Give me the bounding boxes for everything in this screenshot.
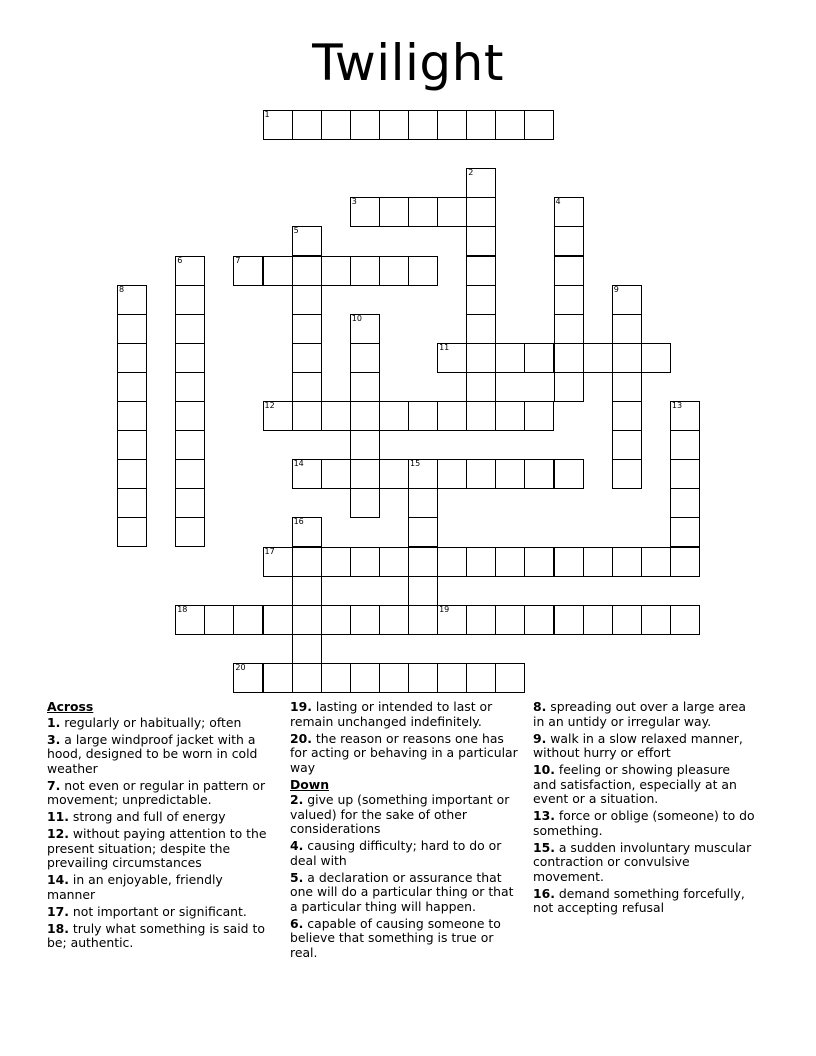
grid-cell[interactable] bbox=[408, 401, 438, 431]
clue-number: 10 bbox=[351, 313, 362, 323]
clue-text: walk in a slow relaxed manner, without hurry or effort bbox=[533, 730, 743, 760]
grid-cell[interactable] bbox=[379, 605, 409, 635]
grid-cell[interactable] bbox=[437, 110, 467, 140]
clue bbox=[290, 793, 520, 837]
clue-label: 8. bbox=[533, 699, 547, 714]
clue-label: 9. bbox=[533, 730, 547, 746]
grid-cell[interactable] bbox=[466, 285, 496, 315]
grid-cell[interactable] bbox=[350, 197, 380, 227]
grid-cell[interactable] bbox=[437, 459, 467, 489]
grid-cell[interactable] bbox=[583, 547, 613, 577]
grid-cell[interactable] bbox=[350, 314, 380, 344]
grid-cell[interactable] bbox=[495, 401, 525, 431]
clue-label: 11. bbox=[47, 809, 69, 824]
grid-cell[interactable] bbox=[495, 343, 525, 373]
grid-cell[interactable] bbox=[292, 256, 322, 286]
clue bbox=[47, 733, 273, 777]
clue-number: 18 bbox=[177, 604, 188, 614]
grid-cell[interactable] bbox=[117, 488, 147, 518]
clue-label: 19. bbox=[290, 699, 312, 714]
grid-cell[interactable] bbox=[263, 547, 293, 577]
grid-cell[interactable] bbox=[175, 343, 205, 373]
grid-cell[interactable] bbox=[408, 605, 438, 635]
clue-label: 14. bbox=[47, 872, 69, 887]
grid-cell[interactable] bbox=[466, 372, 496, 402]
clue-text: the reason or reasons one has for acting or behaving in a particular way bbox=[290, 730, 518, 775]
grid-cell[interactable] bbox=[466, 110, 496, 140]
grid-cell[interactable] bbox=[175, 314, 205, 344]
grid-cell[interactable] bbox=[350, 605, 380, 635]
clue-number: 9 bbox=[613, 284, 619, 294]
grid-cell[interactable] bbox=[495, 663, 525, 693]
clue bbox=[47, 905, 273, 920]
grid-cell[interactable] bbox=[379, 547, 409, 577]
clue-label: 5. bbox=[290, 869, 304, 885]
clue-text: not important or significant. bbox=[68, 903, 247, 919]
clue-column-3 bbox=[533, 700, 755, 918]
grid-cell[interactable] bbox=[292, 459, 322, 489]
grid-cell[interactable] bbox=[524, 459, 554, 489]
grid-cell[interactable] bbox=[292, 605, 322, 635]
grid-cell[interactable] bbox=[554, 256, 584, 286]
grid-cell[interactable] bbox=[437, 401, 467, 431]
grid-cell[interactable] bbox=[670, 401, 700, 431]
grid-cell[interactable] bbox=[524, 110, 554, 140]
grid-cell[interactable] bbox=[554, 226, 584, 256]
grid-cell[interactable] bbox=[670, 605, 700, 635]
grid-cell[interactable] bbox=[495, 110, 525, 140]
grid-cell[interactable] bbox=[292, 517, 322, 547]
grid-cell[interactable] bbox=[350, 256, 380, 286]
grid-cell[interactable] bbox=[612, 459, 642, 489]
clue-label: 3. bbox=[47, 731, 61, 747]
clue-text: lasting or intended to last or remain unchanged indefinitely. bbox=[290, 699, 493, 729]
clue bbox=[533, 841, 755, 885]
grid-cell[interactable] bbox=[175, 285, 205, 315]
grid-cell[interactable] bbox=[612, 547, 642, 577]
grid-cell[interactable] bbox=[321, 401, 351, 431]
grid-cell[interactable] bbox=[612, 605, 642, 635]
clue-text: feeling or showing pleasure and satisfaction, especially at an event or a situation. bbox=[533, 762, 737, 806]
grid-cell[interactable] bbox=[321, 547, 351, 577]
grid-cell[interactable] bbox=[263, 605, 293, 635]
clue-number: 17 bbox=[264, 546, 275, 556]
grid-cell[interactable] bbox=[321, 110, 351, 140]
clue-column-2 bbox=[290, 700, 520, 963]
clue-text: a sudden involuntary muscular contraction or convulsive movement. bbox=[533, 839, 752, 884]
clue-text: spreading out over a large area in an untidy or irregular way. bbox=[533, 699, 746, 729]
grid-cell[interactable] bbox=[554, 547, 584, 577]
grid-cell[interactable] bbox=[466, 226, 496, 256]
grid-cell[interactable] bbox=[117, 459, 147, 489]
grid-cell[interactable] bbox=[292, 663, 322, 693]
clue-text: truly what something is said to be; authentic. bbox=[47, 920, 265, 950]
clue-text: not even or regular in pattern or movement; unpredictable. bbox=[47, 777, 266, 807]
grid-cell[interactable] bbox=[554, 372, 584, 402]
clue bbox=[290, 700, 520, 729]
clue-number: 1 bbox=[264, 110, 270, 119]
clue-label: 20. bbox=[290, 730, 312, 746]
clue-label: 2. bbox=[290, 792, 304, 807]
grid-cell[interactable] bbox=[437, 197, 467, 227]
grid-cell[interactable] bbox=[292, 372, 322, 402]
grid-cell[interactable] bbox=[466, 168, 496, 198]
grid-cell[interactable] bbox=[350, 110, 380, 140]
grid-cell[interactable] bbox=[466, 314, 496, 344]
grid-cell[interactable] bbox=[583, 343, 613, 373]
grid-cell[interactable] bbox=[495, 605, 525, 635]
grid-cell[interactable] bbox=[263, 256, 293, 286]
grid-cell[interactable] bbox=[466, 547, 496, 577]
grid-cell[interactable] bbox=[350, 663, 380, 693]
clue-label: 13. bbox=[533, 808, 555, 823]
grid-cell[interactable] bbox=[117, 285, 147, 315]
grid-cell[interactable] bbox=[670, 430, 700, 460]
grid-cell[interactable] bbox=[379, 663, 409, 693]
clue-number: 19 bbox=[439, 604, 450, 614]
clue-text: causing difficulty; hard to do or deal with bbox=[290, 838, 502, 868]
grid-cell[interactable] bbox=[321, 605, 351, 635]
clue-text: demand something forcefully, not accepting refusal bbox=[533, 885, 745, 915]
grid-cell[interactable] bbox=[554, 343, 584, 373]
grid-cell[interactable] bbox=[408, 663, 438, 693]
grid-cell[interactable] bbox=[612, 285, 642, 315]
clue bbox=[533, 763, 755, 807]
grid-cell[interactable] bbox=[408, 547, 438, 577]
clue bbox=[290, 917, 520, 961]
clue-number: 14 bbox=[293, 459, 304, 469]
grid-cell[interactable] bbox=[350, 488, 380, 518]
clue-number: 12 bbox=[264, 401, 275, 410]
clue-label: 1. bbox=[47, 714, 61, 730]
grid-cell[interactable] bbox=[233, 663, 263, 693]
grid-cell[interactable] bbox=[408, 197, 438, 227]
grid-cell[interactable] bbox=[292, 314, 322, 344]
clue-label: 16. bbox=[533, 885, 555, 901]
grid-cell[interactable] bbox=[350, 401, 380, 431]
grid-cell[interactable] bbox=[379, 197, 409, 227]
clue bbox=[290, 871, 520, 915]
clue-column-1 bbox=[47, 700, 273, 953]
clue-label: 6. bbox=[290, 915, 304, 931]
grid-cell[interactable] bbox=[233, 605, 263, 635]
grid-cell[interactable] bbox=[554, 285, 584, 315]
grid-cell[interactable] bbox=[612, 401, 642, 431]
grid-cell[interactable] bbox=[466, 343, 496, 373]
clue-text: strong and full of energy bbox=[68, 809, 226, 824]
clue-text: give up (something important or valued) for the sake of other considerations bbox=[290, 792, 510, 836]
grid-cell[interactable] bbox=[292, 285, 322, 315]
grid-cell[interactable] bbox=[292, 110, 322, 140]
clue-text: a declaration or assurance that one will do a particular thing or that a particular thing will happen. bbox=[290, 869, 514, 914]
grid-cell[interactable] bbox=[466, 605, 496, 635]
clue bbox=[47, 827, 273, 871]
clue-label: 18. bbox=[47, 920, 69, 936]
clue-label: 7. bbox=[47, 777, 61, 793]
grid-cell[interactable] bbox=[204, 605, 234, 635]
grid-cell[interactable] bbox=[117, 517, 147, 547]
grid-cell[interactable] bbox=[408, 110, 438, 140]
clue-text: in an enjoyable, friendly manner bbox=[47, 872, 223, 902]
grid-cell[interactable] bbox=[292, 343, 322, 373]
grid-cell[interactable] bbox=[466, 663, 496, 693]
grid-cell[interactable] bbox=[175, 488, 205, 518]
grid-cell[interactable] bbox=[175, 430, 205, 460]
grid-cell[interactable] bbox=[408, 488, 438, 518]
grid-cell[interactable] bbox=[379, 401, 409, 431]
grid-cell[interactable] bbox=[670, 459, 700, 489]
grid-cell[interactable] bbox=[437, 547, 467, 577]
grid-cell[interactable] bbox=[350, 343, 380, 373]
clue-number: 11 bbox=[439, 342, 450, 352]
clue-label: 15. bbox=[533, 839, 555, 855]
clue-text: force or oblige (someone) to do something. bbox=[533, 808, 755, 838]
grid-cell[interactable] bbox=[554, 197, 584, 227]
grid-cell[interactable] bbox=[175, 256, 205, 286]
grid-cell[interactable] bbox=[670, 517, 700, 547]
grid-cell[interactable] bbox=[437, 605, 467, 635]
grid-cell[interactable] bbox=[495, 547, 525, 577]
grid-cell[interactable] bbox=[117, 372, 147, 402]
clue bbox=[47, 779, 273, 808]
grid-cell[interactable] bbox=[350, 430, 380, 460]
clue bbox=[47, 716, 273, 731]
grid-cell[interactable] bbox=[292, 547, 322, 577]
grid-cell[interactable] bbox=[612, 372, 642, 402]
clue bbox=[47, 810, 273, 825]
clue-text: a large windproof jacket with a hood, designed to be worn in cold weather bbox=[47, 731, 258, 776]
grid-cell[interactable] bbox=[554, 314, 584, 344]
grid-cell[interactable] bbox=[321, 459, 351, 489]
clue-number: 16 bbox=[293, 517, 304, 527]
grid-cell[interactable] bbox=[379, 110, 409, 140]
grid-cell[interactable] bbox=[612, 314, 642, 344]
clue bbox=[47, 922, 273, 951]
grid-cell[interactable] bbox=[466, 197, 496, 227]
grid-cell[interactable] bbox=[437, 343, 467, 373]
grid-cell[interactable] bbox=[117, 343, 147, 373]
grid-cell[interactable] bbox=[408, 256, 438, 286]
clue-number: 6 bbox=[177, 255, 183, 265]
grid-cell[interactable] bbox=[583, 605, 613, 635]
grid-cell[interactable] bbox=[292, 401, 322, 431]
grid-cell[interactable] bbox=[670, 547, 700, 577]
clue bbox=[47, 873, 273, 902]
grid-cell[interactable] bbox=[321, 256, 351, 286]
clue-number: 4 bbox=[555, 197, 561, 207]
clue-number: 5 bbox=[293, 226, 299, 236]
grid-cell[interactable] bbox=[408, 576, 438, 606]
clue-text: without paying attention to the present situation; despite the prevailing circumstances bbox=[47, 826, 267, 870]
clue-heading: Across bbox=[47, 699, 94, 714]
grid-cell[interactable] bbox=[321, 663, 351, 693]
grid-cell[interactable] bbox=[350, 372, 380, 402]
clue-label: 12. bbox=[47, 826, 69, 841]
grid-cell[interactable] bbox=[670, 488, 700, 518]
clue-heading: Down bbox=[290, 776, 330, 792]
grid-cell[interactable] bbox=[379, 459, 409, 489]
grid-cell[interactable] bbox=[554, 459, 584, 489]
grid-cell[interactable] bbox=[408, 459, 438, 489]
grid-cell[interactable] bbox=[612, 430, 642, 460]
clue-number: 20 bbox=[235, 662, 246, 672]
grid-cell[interactable] bbox=[117, 430, 147, 460]
grid-cell[interactable] bbox=[175, 459, 205, 489]
clue bbox=[533, 809, 755, 838]
grid-cell[interactable] bbox=[175, 372, 205, 402]
grid-cell[interactable] bbox=[117, 401, 147, 431]
clue-number: 2 bbox=[468, 168, 474, 178]
clue-number: 8 bbox=[119, 284, 125, 294]
grid-cell[interactable] bbox=[466, 459, 496, 489]
grid-cell[interactable] bbox=[292, 226, 322, 256]
clue bbox=[290, 732, 520, 776]
grid-cell[interactable] bbox=[263, 663, 293, 693]
grid-cell[interactable] bbox=[524, 605, 554, 635]
clue bbox=[290, 839, 520, 868]
grid-cell[interactable] bbox=[379, 256, 409, 286]
grid-cell[interactable] bbox=[263, 401, 293, 431]
grid-cell[interactable] bbox=[524, 343, 554, 373]
clue-label: 4. bbox=[290, 838, 304, 853]
grid-cell[interactable] bbox=[408, 517, 438, 547]
grid-cell[interactable] bbox=[292, 576, 322, 606]
grid-cell[interactable] bbox=[524, 547, 554, 577]
clue-text: capable of causing someone to believe that something is true or real. bbox=[290, 915, 501, 960]
clue-number: 7 bbox=[235, 255, 241, 265]
grid-cell[interactable] bbox=[641, 605, 671, 635]
grid-cell[interactable] bbox=[641, 343, 671, 373]
grid-cell[interactable] bbox=[175, 401, 205, 431]
clue-number: 3 bbox=[351, 197, 357, 207]
clue-text: regularly or habitually; often bbox=[60, 714, 242, 730]
clue-number: 13 bbox=[671, 401, 683, 410]
grid-cell[interactable] bbox=[292, 634, 322, 664]
grid-cell[interactable] bbox=[466, 256, 496, 286]
grid-cell[interactable] bbox=[350, 547, 380, 577]
clue bbox=[533, 887, 755, 916]
grid-cell[interactable] bbox=[263, 110, 293, 140]
grid-cell[interactable] bbox=[350, 459, 380, 489]
grid-cell[interactable] bbox=[437, 663, 467, 693]
grid-cell[interactable] bbox=[233, 256, 263, 286]
puzzle-title: Twilight bbox=[312, 34, 504, 92]
clue-label: 10. bbox=[533, 762, 555, 777]
grid-cell[interactable] bbox=[495, 459, 525, 489]
grid-cell[interactable] bbox=[117, 314, 147, 344]
grid-cell[interactable] bbox=[612, 343, 642, 373]
grid-cell[interactable] bbox=[524, 401, 554, 431]
grid-cell[interactable] bbox=[554, 605, 584, 635]
grid-cell[interactable] bbox=[175, 517, 205, 547]
clue-number: 15 bbox=[410, 459, 421, 469]
clue bbox=[533, 700, 755, 729]
clue-label: 17. bbox=[47, 903, 69, 919]
clue bbox=[533, 732, 755, 761]
grid-cell[interactable] bbox=[641, 547, 671, 577]
grid-cell[interactable] bbox=[466, 401, 496, 431]
grid-cell[interactable] bbox=[175, 605, 205, 635]
